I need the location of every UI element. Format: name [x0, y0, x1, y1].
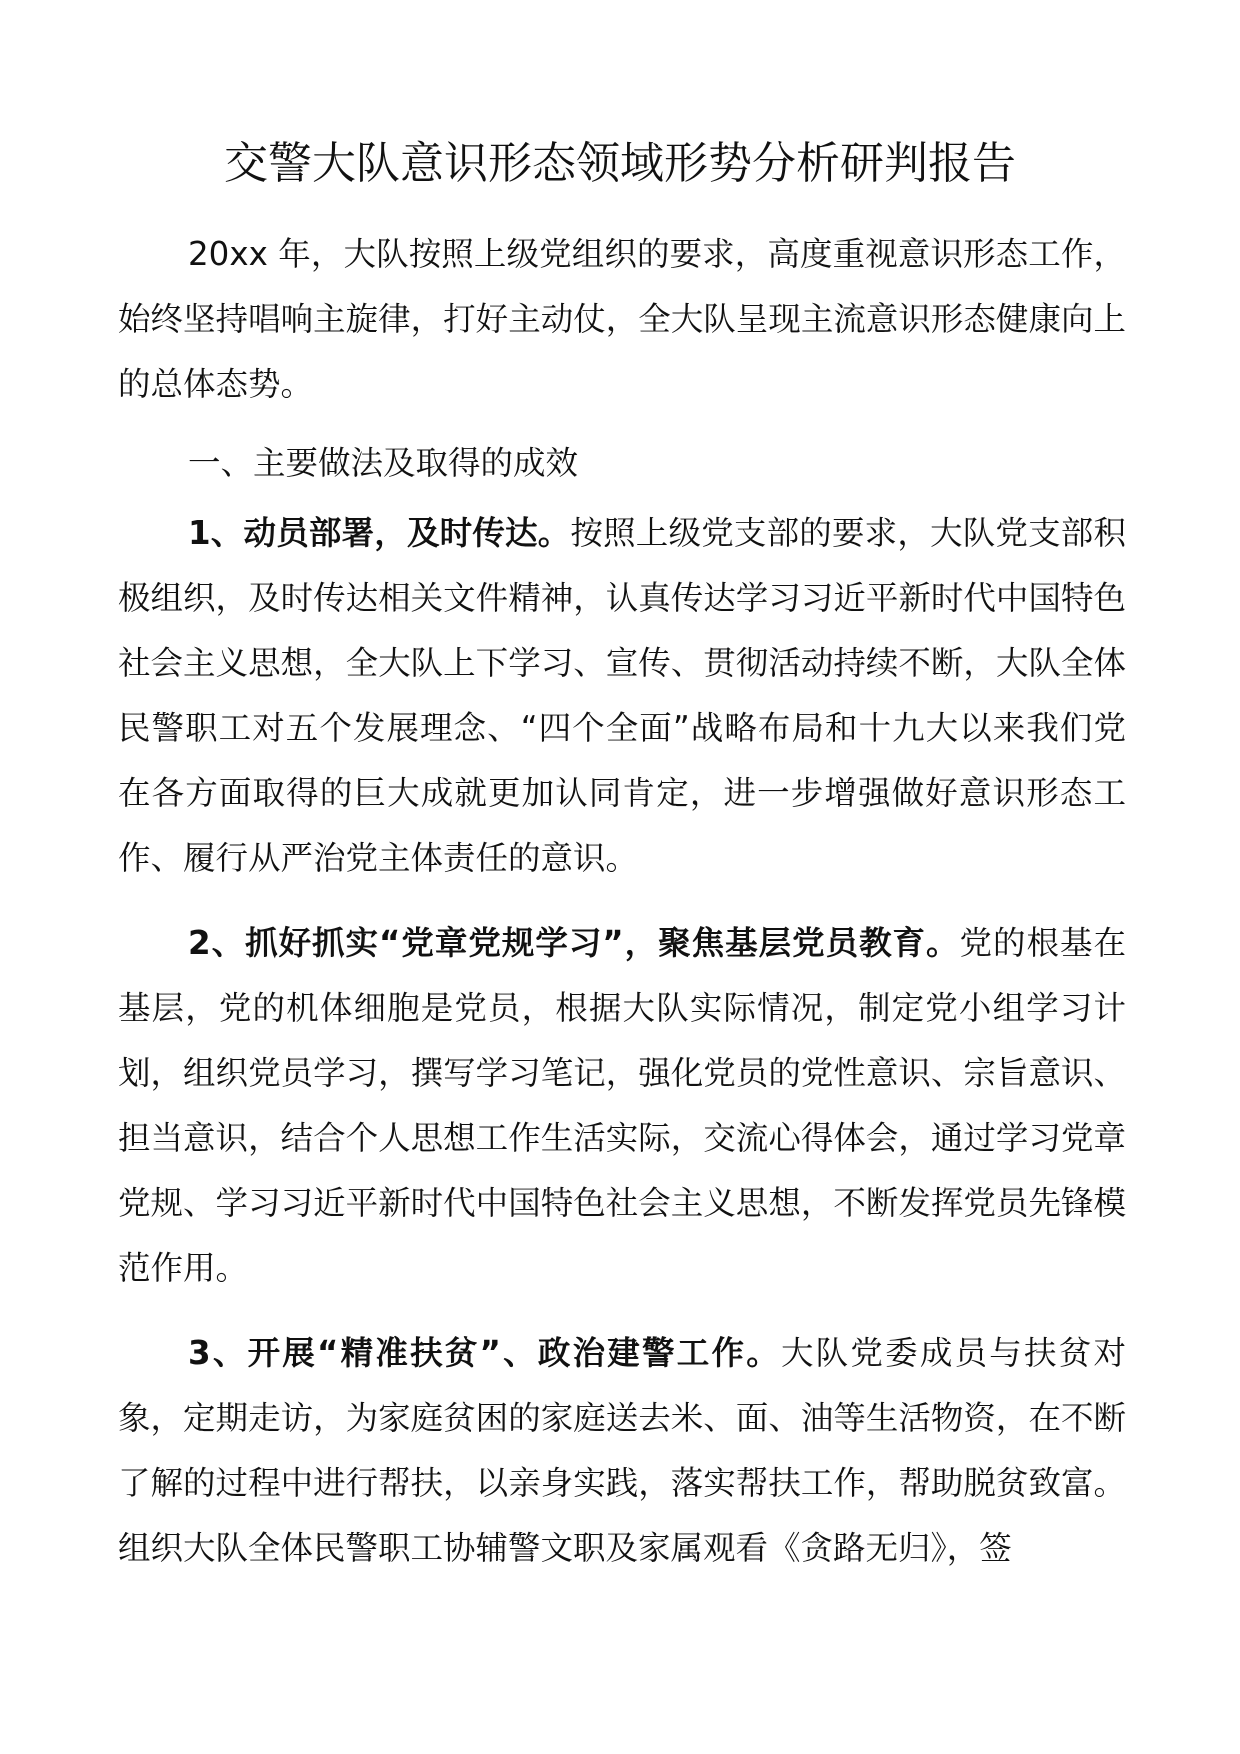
paragraph-item-2 [118, 911, 1126, 1301]
paragraph-item-2-lead: 2、抓好抓实“党章党规学习”，聚焦基层党员教育。 [188, 924, 960, 962]
document-body [118, 222, 1126, 1581]
section-heading: 一、主要做法及取得的成效 [188, 444, 579, 482]
document-title: 交警大队意识形态领域形势分析研判报告 [224, 138, 1016, 189]
paragraph-item-1-lead: 1、动员部署，及时传达。 [188, 514, 571, 552]
paragraph-item-2-text: 党的根基在基层，党的机体细胞是党员，根据大队实际情况，制定党小组学习计划，组织党员学习，撰写学习笔记，强化党员的党性意识、宗旨意识、担当意识，结合个人思想工作生活实际，交流心得体会，通过学习党章党规、学习习近平新时代中国特色社会主义思想，不断发挥党员先锋模范作用。 [118, 924, 1126, 1287]
paragraph-item-3-lead: 3、开展“精准扶贫”、政治建警工作。 [188, 1334, 781, 1372]
paragraph-item-3-text: 大队党委成员与扶贫对象，定期走访，为家庭贫困的家庭送去米、面、油等生活物资，在不断了解的过程中进行帮扶，以亲身实践，落实帮扶工作，帮助脱贫致富。组织大队全体民警职工协辅警文职及家属观看《贪路无归》，签 [118, 1334, 1126, 1567]
intro-paragraph: 20xx 年，大队按照上级党组织的要求，高度重视意识形态工作，始终坚持唱响主旋律，打好主动仗，全大队呈现主流意识形态健康向上的总体态势。 [118, 235, 1126, 403]
paragraph-item-3 [118, 1321, 1126, 1581]
paragraph-item-1 [118, 501, 1126, 891]
paragraph-item-1-text: 按照上级党支部的要求，大队党支部积极组织，及时传达相关文件精神，认真传达学习习近平新时代中国特色社会主义思想，全大队上下学习、宣传、贯彻活动持续不断，大队全体民警职工对五个发展理念、“四个全面”战略布局和十九大以来我们党在各方面取得的巨大成就更加认同肯定，进一步增强做好意识形态工作、履行从严治党主体责任的意识。 [118, 514, 1126, 877]
